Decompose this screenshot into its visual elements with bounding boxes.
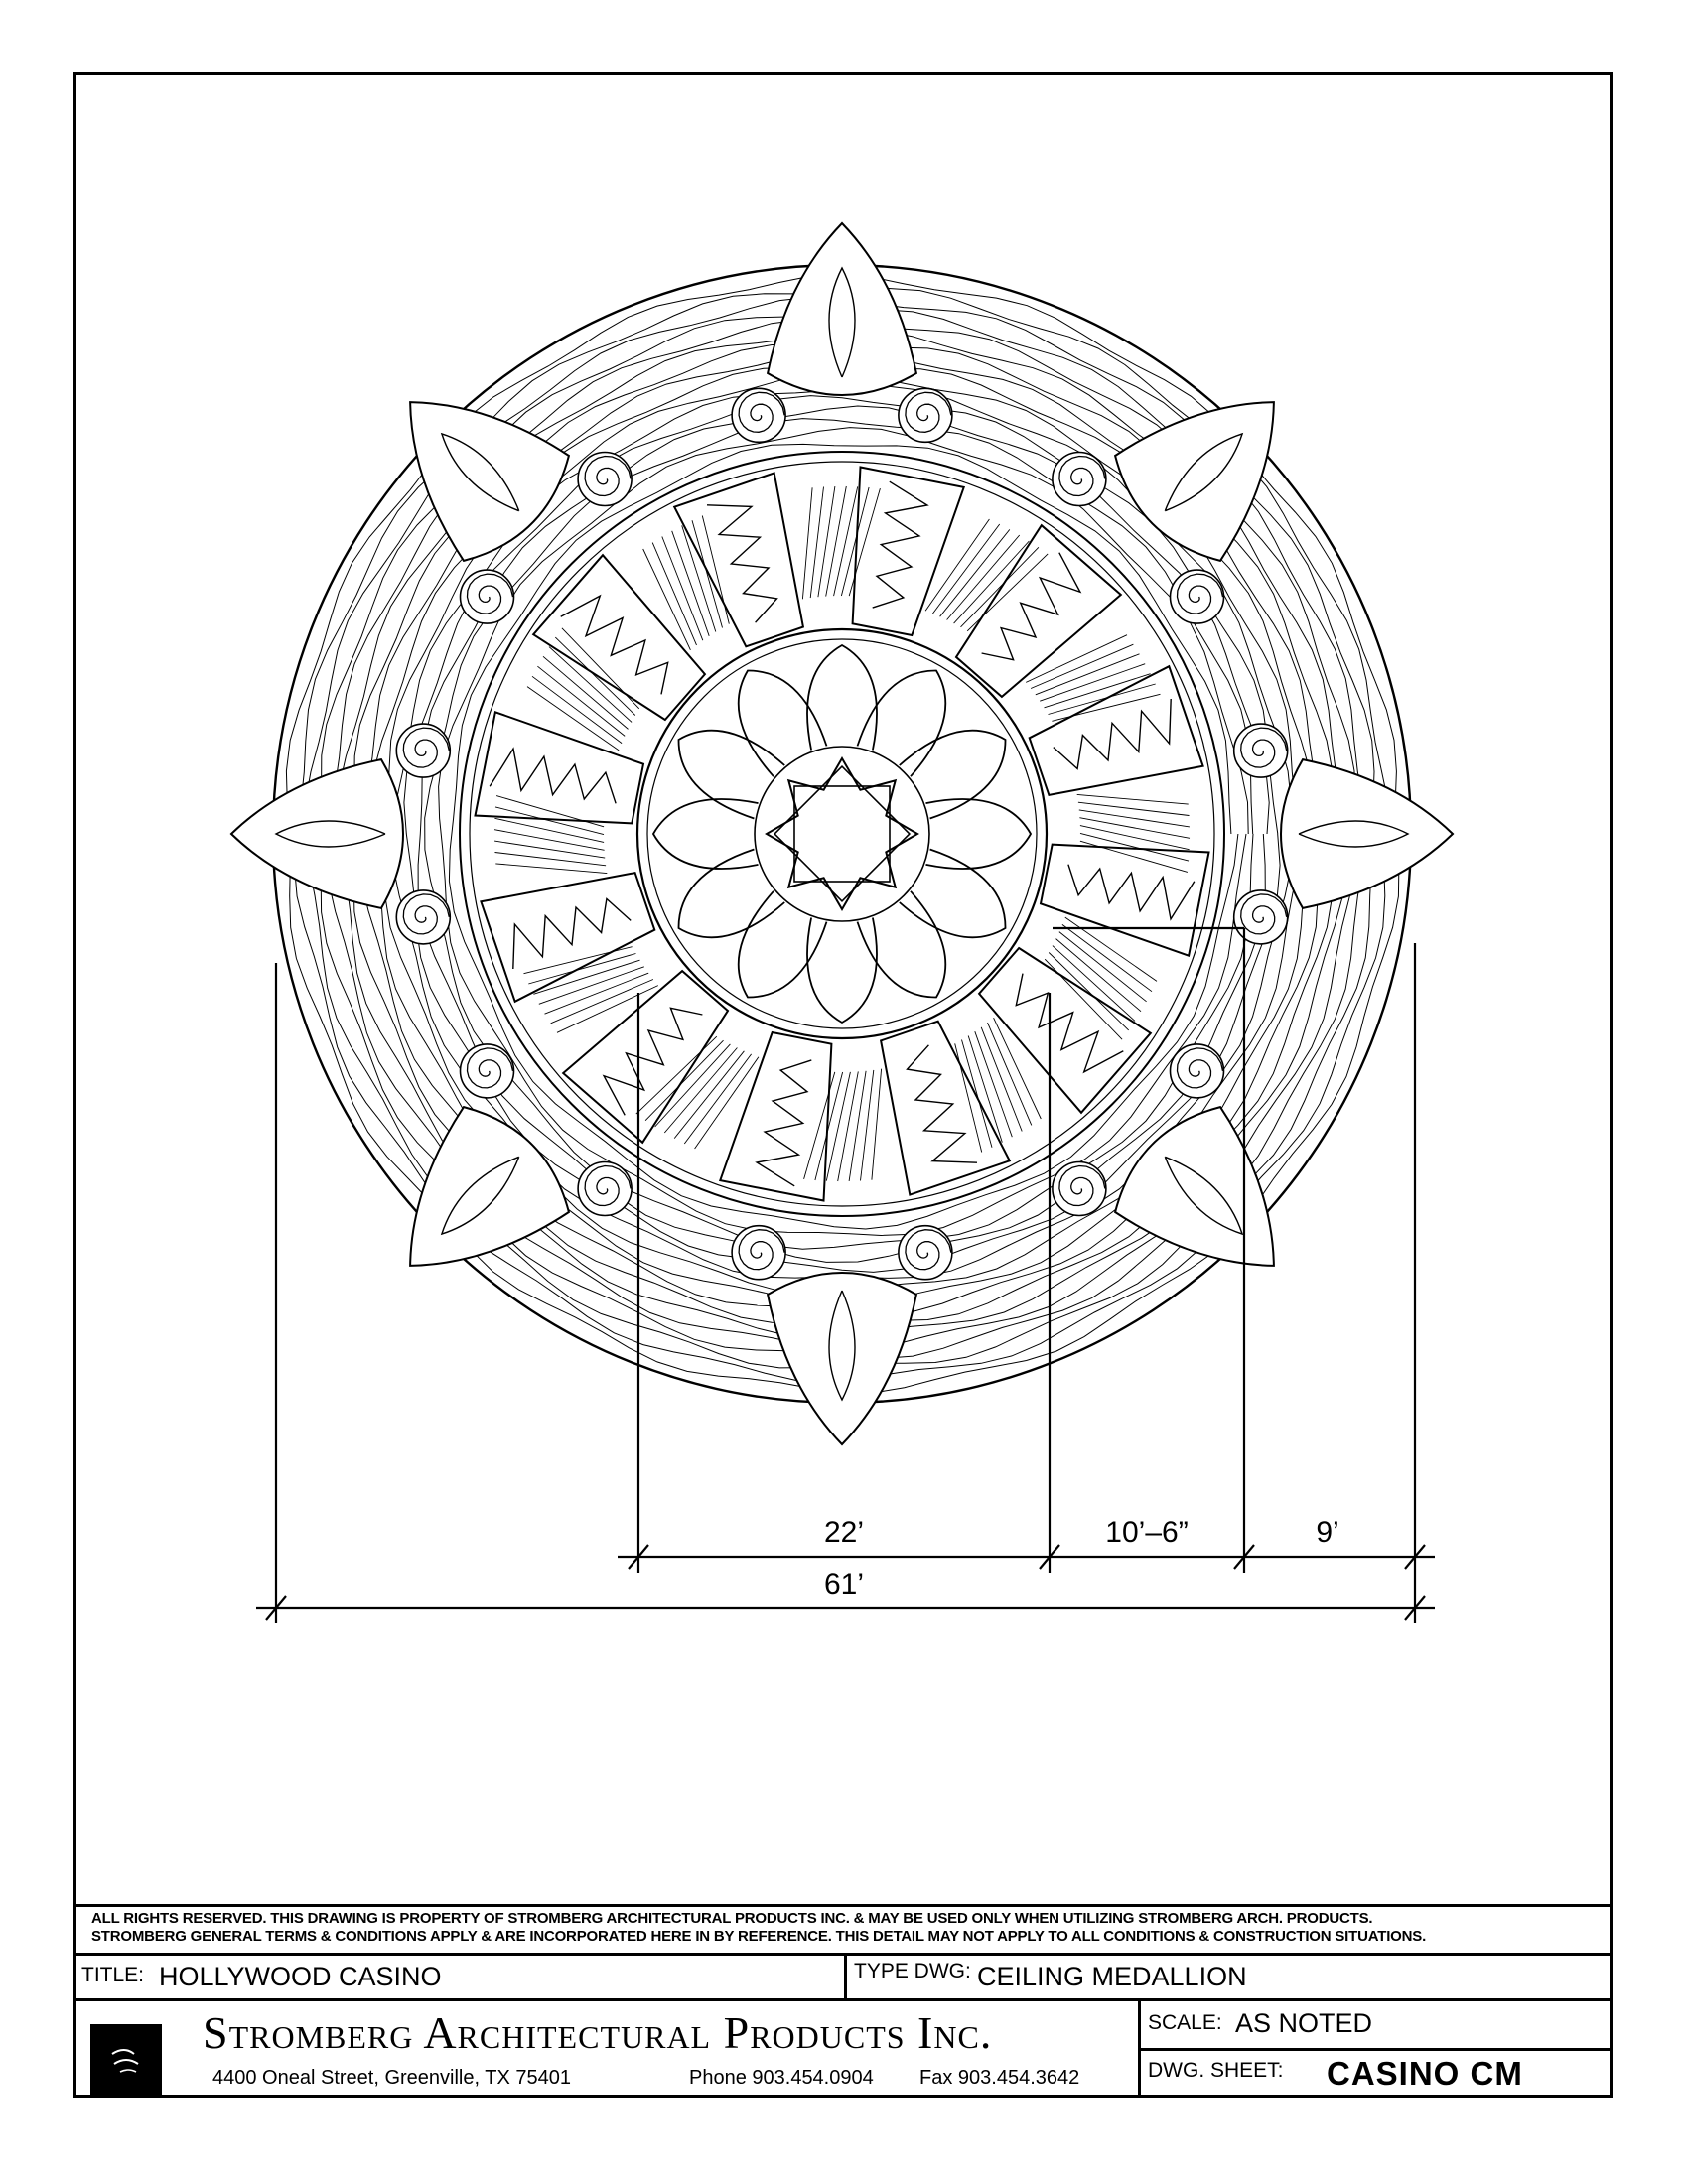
radial-panel	[881, 1022, 1010, 1195]
spiral-disc	[732, 1226, 785, 1280]
rosette-petal	[926, 799, 1032, 869]
panel-hatch	[818, 486, 835, 597]
leaf	[410, 1107, 569, 1266]
rosette-petal	[807, 918, 877, 1024]
title-block	[73, 1904, 1613, 2098]
panel-hatch	[988, 1023, 1032, 1125]
spiral-disc	[396, 890, 450, 944]
panel-hatch	[645, 1040, 723, 1121]
spiral-disc	[461, 570, 514, 623]
radial-panel	[853, 468, 964, 636]
center-rosette-ring	[637, 629, 1047, 1038]
leaf	[1281, 759, 1453, 908]
title-block-top-rule	[73, 1904, 1613, 1907]
rosette-star	[767, 758, 917, 909]
panel-hatch	[932, 524, 999, 614]
panel-zigzag	[561, 596, 668, 694]
scale-value: AS NOTED	[1235, 2008, 1373, 2038]
title-label: TITLE:	[81, 1964, 145, 1986]
spiral-disc	[732, 388, 785, 442]
rosette-petal	[653, 799, 759, 869]
panel-hatch	[527, 687, 619, 751]
panel-hatch	[1040, 664, 1145, 702]
title-row-divider	[844, 1953, 847, 1998]
leaf	[768, 1273, 916, 1444]
type-dwg-label: TYPE DWG:	[854, 1960, 971, 1982]
radial-panel	[476, 712, 644, 823]
panel-hatch	[537, 666, 625, 736]
panel-hatch	[555, 637, 635, 715]
panel-hatch	[674, 1051, 744, 1139]
leaf	[1115, 1107, 1274, 1266]
leaf	[1115, 402, 1274, 561]
band-outer-ring-2	[470, 462, 1214, 1206]
panel-hatch	[826, 486, 847, 597]
panel-hatch	[495, 864, 607, 874]
rosette-petal	[858, 891, 946, 998]
panel-hatch	[1059, 932, 1147, 1002]
panel-zigzag	[490, 749, 616, 803]
panel-zigzag	[982, 553, 1080, 660]
panel-zigzag	[873, 481, 927, 608]
leaf	[231, 759, 403, 908]
sheet-row-top-rule	[1138, 2048, 1613, 2051]
panel-zigzag	[707, 505, 777, 622]
wave-ring	[404, 396, 1280, 1273]
rosette-petal	[678, 850, 784, 938]
panel-zigzag	[604, 1008, 702, 1115]
logo-mark-icon	[90, 2024, 162, 2096]
company-name: Stromberg Architectural Products Inc.	[203, 2007, 993, 2058]
wave-ring	[449, 444, 1238, 1229]
company-fax: Fax 903.454.3642	[919, 2067, 1080, 2089]
spiral-disc	[899, 388, 952, 442]
spiral-disc	[1171, 1044, 1224, 1098]
spiral-disc	[1234, 890, 1288, 944]
center-rosette	[653, 645, 1031, 1023]
panel-hatch	[539, 967, 644, 1005]
spiral-disc	[1053, 453, 1106, 506]
panel-hatch	[672, 531, 710, 636]
stromberg-logo-icon	[90, 2024, 162, 2096]
panel-zigzag	[1068, 865, 1195, 919]
panel-zigzag	[513, 899, 631, 970]
rights-notice-line-2: STROMBERG GENERAL TERMS & CONDITIONS APPLY & ARE INCORPORATED HERE IN BY REFERENCE. THIS DETAIL MAY NOT APPLY TO ALL CONDITIONS & CONSTRUCTION SITUATIONS.	[91, 1928, 1427, 1945]
rosette-petal	[858, 670, 946, 776]
panel-hatch	[872, 1069, 882, 1180]
panel-hatch	[495, 853, 607, 866]
panel-hatch	[861, 1070, 874, 1181]
rosette-petal	[678, 731, 784, 819]
panel-hatch	[1079, 810, 1190, 827]
wave-ring	[439, 428, 1249, 1236]
spiral-disc	[461, 1044, 514, 1098]
radial-panels	[476, 468, 1209, 1201]
type-dwg-value: CEILING MEDALLION	[977, 1962, 1247, 1991]
panel-hatch	[849, 1071, 866, 1181]
panel-zigzag	[1016, 974, 1123, 1072]
panel-hatch	[684, 1054, 751, 1144]
radial-panel	[481, 873, 654, 1002]
radial-panel	[674, 473, 803, 646]
wave-ring	[418, 406, 1269, 1262]
panel-hatch	[652, 543, 696, 645]
center-rosette-ring-2	[647, 639, 1037, 1028]
rosette-petal	[807, 645, 877, 751]
dimension-label-outer-band: 9’	[1316, 1516, 1339, 1549]
panel-hatch	[494, 841, 605, 858]
panel-hatch	[532, 676, 622, 743]
spiral-disc	[1053, 1162, 1106, 1216]
dwg-sheet-value: CASINO CM	[1327, 2055, 1523, 2092]
spiral-disc	[899, 1226, 952, 1280]
dimension-label-overall: 61’	[823, 1569, 865, 1601]
title-value: HOLLYWOOD CASINO	[159, 1962, 442, 1991]
panel-hatch	[1065, 917, 1157, 981]
scale-label: SCALE:	[1148, 2011, 1222, 2034]
outer-leaves	[231, 223, 1453, 1444]
panel-hatch	[695, 1057, 759, 1149]
dimension-label-middle-band: 10’–6”	[1105, 1516, 1189, 1549]
spiral-disc	[1234, 724, 1288, 777]
band-outer-ring	[460, 452, 1224, 1216]
radial-panel	[720, 1032, 831, 1201]
company-address: 4400 Oneal Street, Greenville, TX 75401	[212, 2067, 571, 2089]
rosette-inner-ring	[755, 747, 929, 921]
panel-zigzag	[757, 1060, 811, 1186]
rosette-petal	[900, 850, 1006, 938]
panel-hatch	[925, 519, 989, 611]
spiral-disc	[578, 1162, 632, 1216]
spiral-disc	[1171, 570, 1224, 623]
panel-zigzag	[1054, 699, 1171, 769]
panel-hatch	[975, 1031, 1013, 1137]
panel-hatch	[1031, 644, 1133, 688]
rights-notice-line-1: ALL RIGHTS RESERVED. THIS DRAWING IS PROPERTY OF STROMBERG ARCHITECTURAL PRODUCTS INC. & MAY BE USED ONLY WHEN UTILIZING STROMBERG ARCH. PRODUCTS.	[91, 1910, 1373, 1927]
spiral-disc	[396, 724, 450, 777]
radial-panel	[1030, 666, 1203, 795]
panel-hatch	[961, 547, 1039, 627]
spiral-disc	[578, 453, 632, 506]
company-row-top-rule	[73, 1998, 1613, 2001]
panel-hatch	[1079, 818, 1190, 839]
panel-hatch	[1078, 802, 1190, 815]
rosette-petal	[739, 670, 827, 776]
leaf	[768, 223, 916, 395]
panel-hatch	[838, 1071, 859, 1181]
company-phone: Phone 903.454.0904	[689, 2067, 874, 2089]
panel-zigzag	[908, 1045, 978, 1162]
rosette-petal	[900, 731, 1006, 819]
panel-hatch	[810, 487, 823, 599]
panel-hatch	[1062, 924, 1152, 991]
title-row-top-rule	[73, 1953, 1613, 1956]
panel-hatch	[1049, 953, 1129, 1030]
rosette-petal	[739, 891, 827, 998]
dwg-sheet-label: DWG. SHEET:	[1148, 2059, 1284, 2082]
panel-hatch	[940, 529, 1010, 616]
radial-panel	[1041, 845, 1209, 956]
panel-hatch	[802, 487, 812, 599]
panel-hatch	[494, 830, 605, 851]
dimension-label-center: 22’	[823, 1516, 865, 1549]
leaf	[410, 402, 569, 561]
panel-hatch	[1077, 794, 1189, 804]
ceiling-medallion	[231, 223, 1453, 1444]
